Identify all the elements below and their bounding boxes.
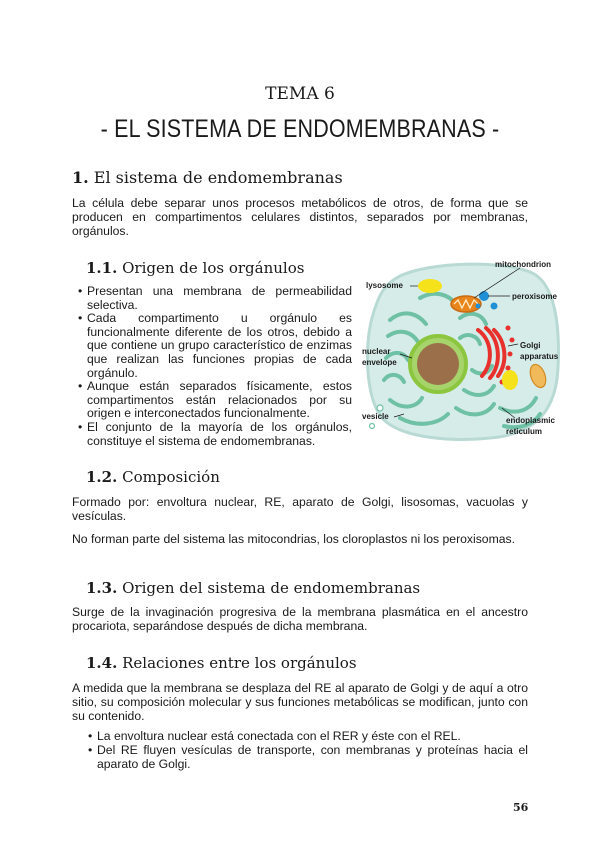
page-title: - EL SISTEMA DE ENDOMEMBRANAS - <box>100 115 500 143</box>
composition-paragraph-2 <box>72 533 528 547</box>
nuclear-label: nuclear <box>362 347 391 356</box>
section-number: 1. <box>72 168 89 187</box>
paragraph: No forman parte del sistema las mitocondrias, los cloroplastos ni los peroxisomas. <box>72 532 515 546</box>
origin-system-paragraph <box>72 606 528 634</box>
subsection-1-3-heading <box>86 579 420 597</box>
vesicle-label: vesicle <box>362 412 389 421</box>
subsection-number: 1.4. <box>86 654 118 672</box>
nucleus <box>417 343 459 385</box>
endoplasmic-label: endoplasmic <box>506 416 555 425</box>
origin-bullet-list <box>76 285 352 448</box>
subsection-1-1-heading <box>86 259 304 277</box>
list-item: • Presentan una membrana de permeabilidad selectiva. <box>76 285 352 312</box>
list-item: • Del RE fluyen vesículas de transporte, con membranas y proteínas hacia el aparato de Golgi. <box>86 744 528 772</box>
section-title: El sistema de endomembranas <box>93 168 343 187</box>
subsection-1-2-heading <box>86 468 220 486</box>
subsection-1-4-heading <box>86 654 357 672</box>
paragraph: Surge de la invaginación progresiva de la membrana plasmática en el ancestro procariota, separándose después de dicha membrana. <box>72 605 528 633</box>
list-item: • Aunque están separados físicamente, estos compartimentos están relacionados por su origen e interconectados funcionalmente. <box>76 380 352 421</box>
vesicle <box>377 405 383 411</box>
section-1-heading <box>72 168 343 187</box>
page-number: 56 <box>513 801 529 814</box>
subsection-number: 1.3. <box>86 579 118 597</box>
composition-paragraph-1 <box>72 496 528 524</box>
reticulum-label: reticulum <box>506 427 543 436</box>
subsection-number: 1.2. <box>86 468 118 486</box>
subsection-title: Composición <box>122 468 220 486</box>
list-item: • La envoltura nuclear está conectada con el RER y éste con el REL. <box>86 730 528 744</box>
envelope-label: envelope <box>362 358 397 367</box>
intro-paragraph: La célula debe separar unos procesos metabólicos de otros, de forma que se producen en compartimentos celulares distintos, separados por membranas, orgánulos. <box>72 196 528 238</box>
paragraph: Formado por: envoltura nuclear, RE, aparato de Golgi, lisosomas, vacuolas y vesículas. <box>72 495 528 523</box>
subsection-title: Relaciones entre los orgánulos <box>122 654 357 672</box>
peroxisome <box>479 291 489 301</box>
section-1-intro <box>72 197 528 238</box>
golgi-label: Golgi <box>520 341 541 350</box>
relations-paragraph <box>72 682 528 723</box>
mitochondrion-label: mitochondrion <box>495 260 551 269</box>
apparatus-label: apparatus <box>520 352 559 361</box>
animal-cell-diagram <box>360 258 574 442</box>
paragraph: A medida que la membrana se desplaza del RE al aparato de Golgi y de aquí a otro sitio, su composición molecular y sus funciones metabólicas se modifican, junto con su contenido. <box>72 681 528 723</box>
lysosome-label: lysosome <box>366 281 403 290</box>
subsection-number: 1.1. <box>86 259 118 277</box>
tema-label: TEMA 6 <box>265 84 335 104</box>
subsection-title: Origen del sistema de endomembranas <box>122 579 421 597</box>
list-item: • El conjunto de la mayoría de los orgánulos, constituye el sistema de endomembranas. <box>76 421 352 448</box>
subsection-title: Origen de los orgánulos <box>122 259 305 277</box>
relations-bullet-list <box>86 730 528 771</box>
lysosome <box>418 279 442 293</box>
list-item: • Cada compartimento u orgánulo es funcionalmente diferente de los otros, debido a que contiene un grupo característico de enzimas que realizan las funciones propias de cada orgánulo. <box>76 312 352 380</box>
peroxisome-label: peroxisome <box>512 292 557 301</box>
